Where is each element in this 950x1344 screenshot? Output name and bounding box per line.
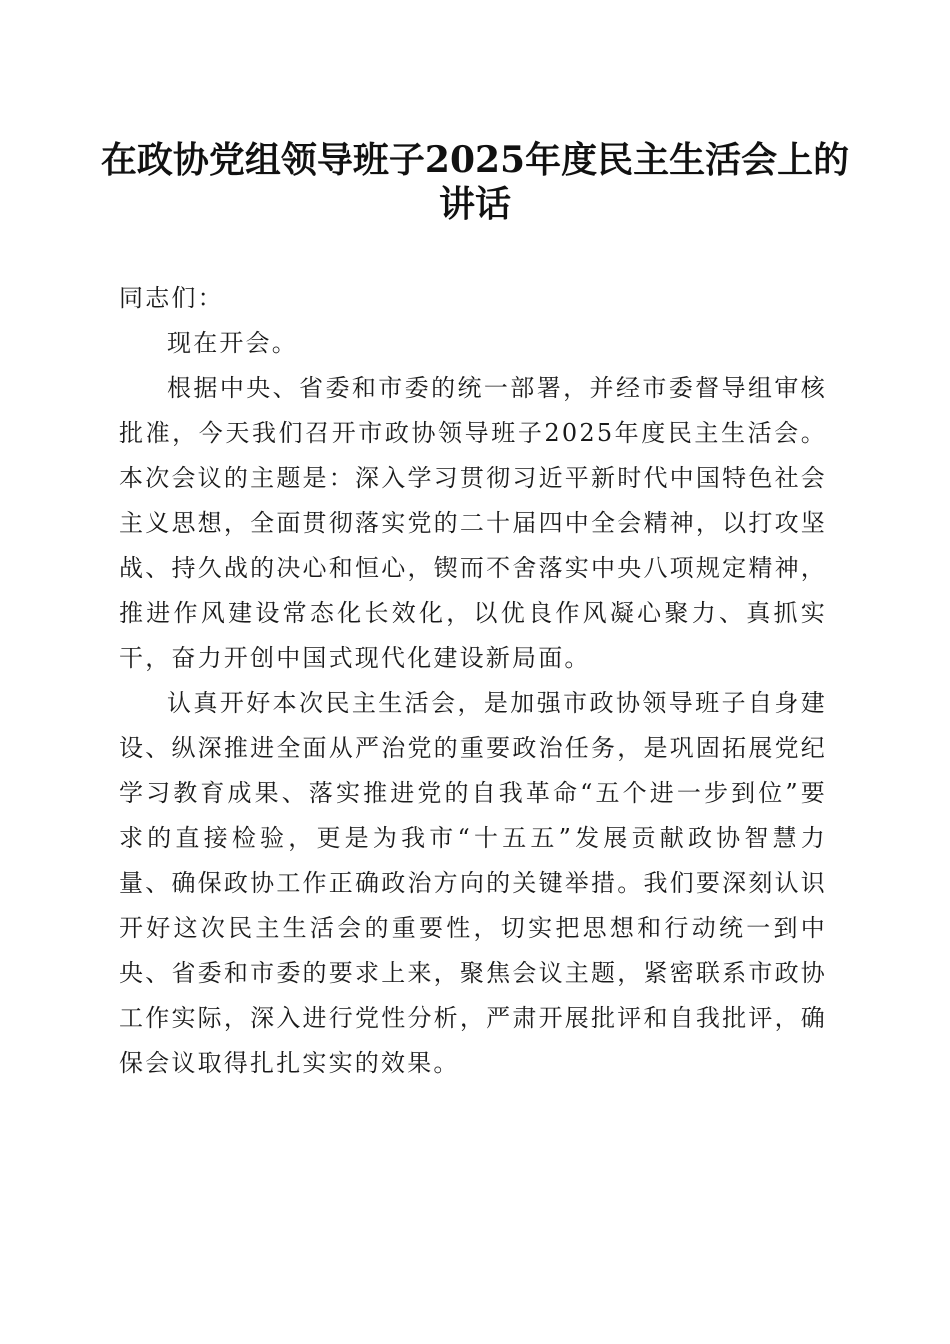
paragraph-meeting-theme: 根据中央、省委和市委的统一部署，并经市委督导组审核批准，今天我们召开市政协领导班子2025年度民主生活会。本次会议的主题是：深入学习贯彻习近平新时代中国特色社会主义思想，全面贯彻落实党的二十届四中全会精神，以打攻坚战、持久战的决心和恒心，锲而不舍落实中央八项规定精神，推进作风建设常态化长效化，以优良作风凝心聚力、真抓实干，奋力开创中国式现代化建设新局面。	[119, 374, 827, 672]
salutation: 同志们：	[119, 284, 224, 312]
document-body	[119, 276, 827, 1086]
paragraph-meeting-significance: 认真开好本次民主生活会，是加强市政协领导班子自身建设、纵深推进全面从严治党的重要政治任务，是巩固拓展党纪学习教育成果、落实推进党的自我革命“五个进一步到位”要求的直接检验，更是为我市“十五五”发展贡献政协智慧力量、确保政协工作正确政治方向的关键举措。我们要深刻认识开好这次民主生活会的重要性，切实把思想和行动统一到中央、省委和市委的要求上来，聚焦会议主题，紧密联系市政协工作实际，深入进行党性分析，严肃开展批评和自我批评，确保会议取得扎扎实实的效果。	[119, 689, 827, 1077]
paragraph-opening: 现在开会。	[167, 329, 298, 357]
page-title: 在政协党组领导班子2025年度民主生活会上的讲话	[100, 139, 850, 225]
